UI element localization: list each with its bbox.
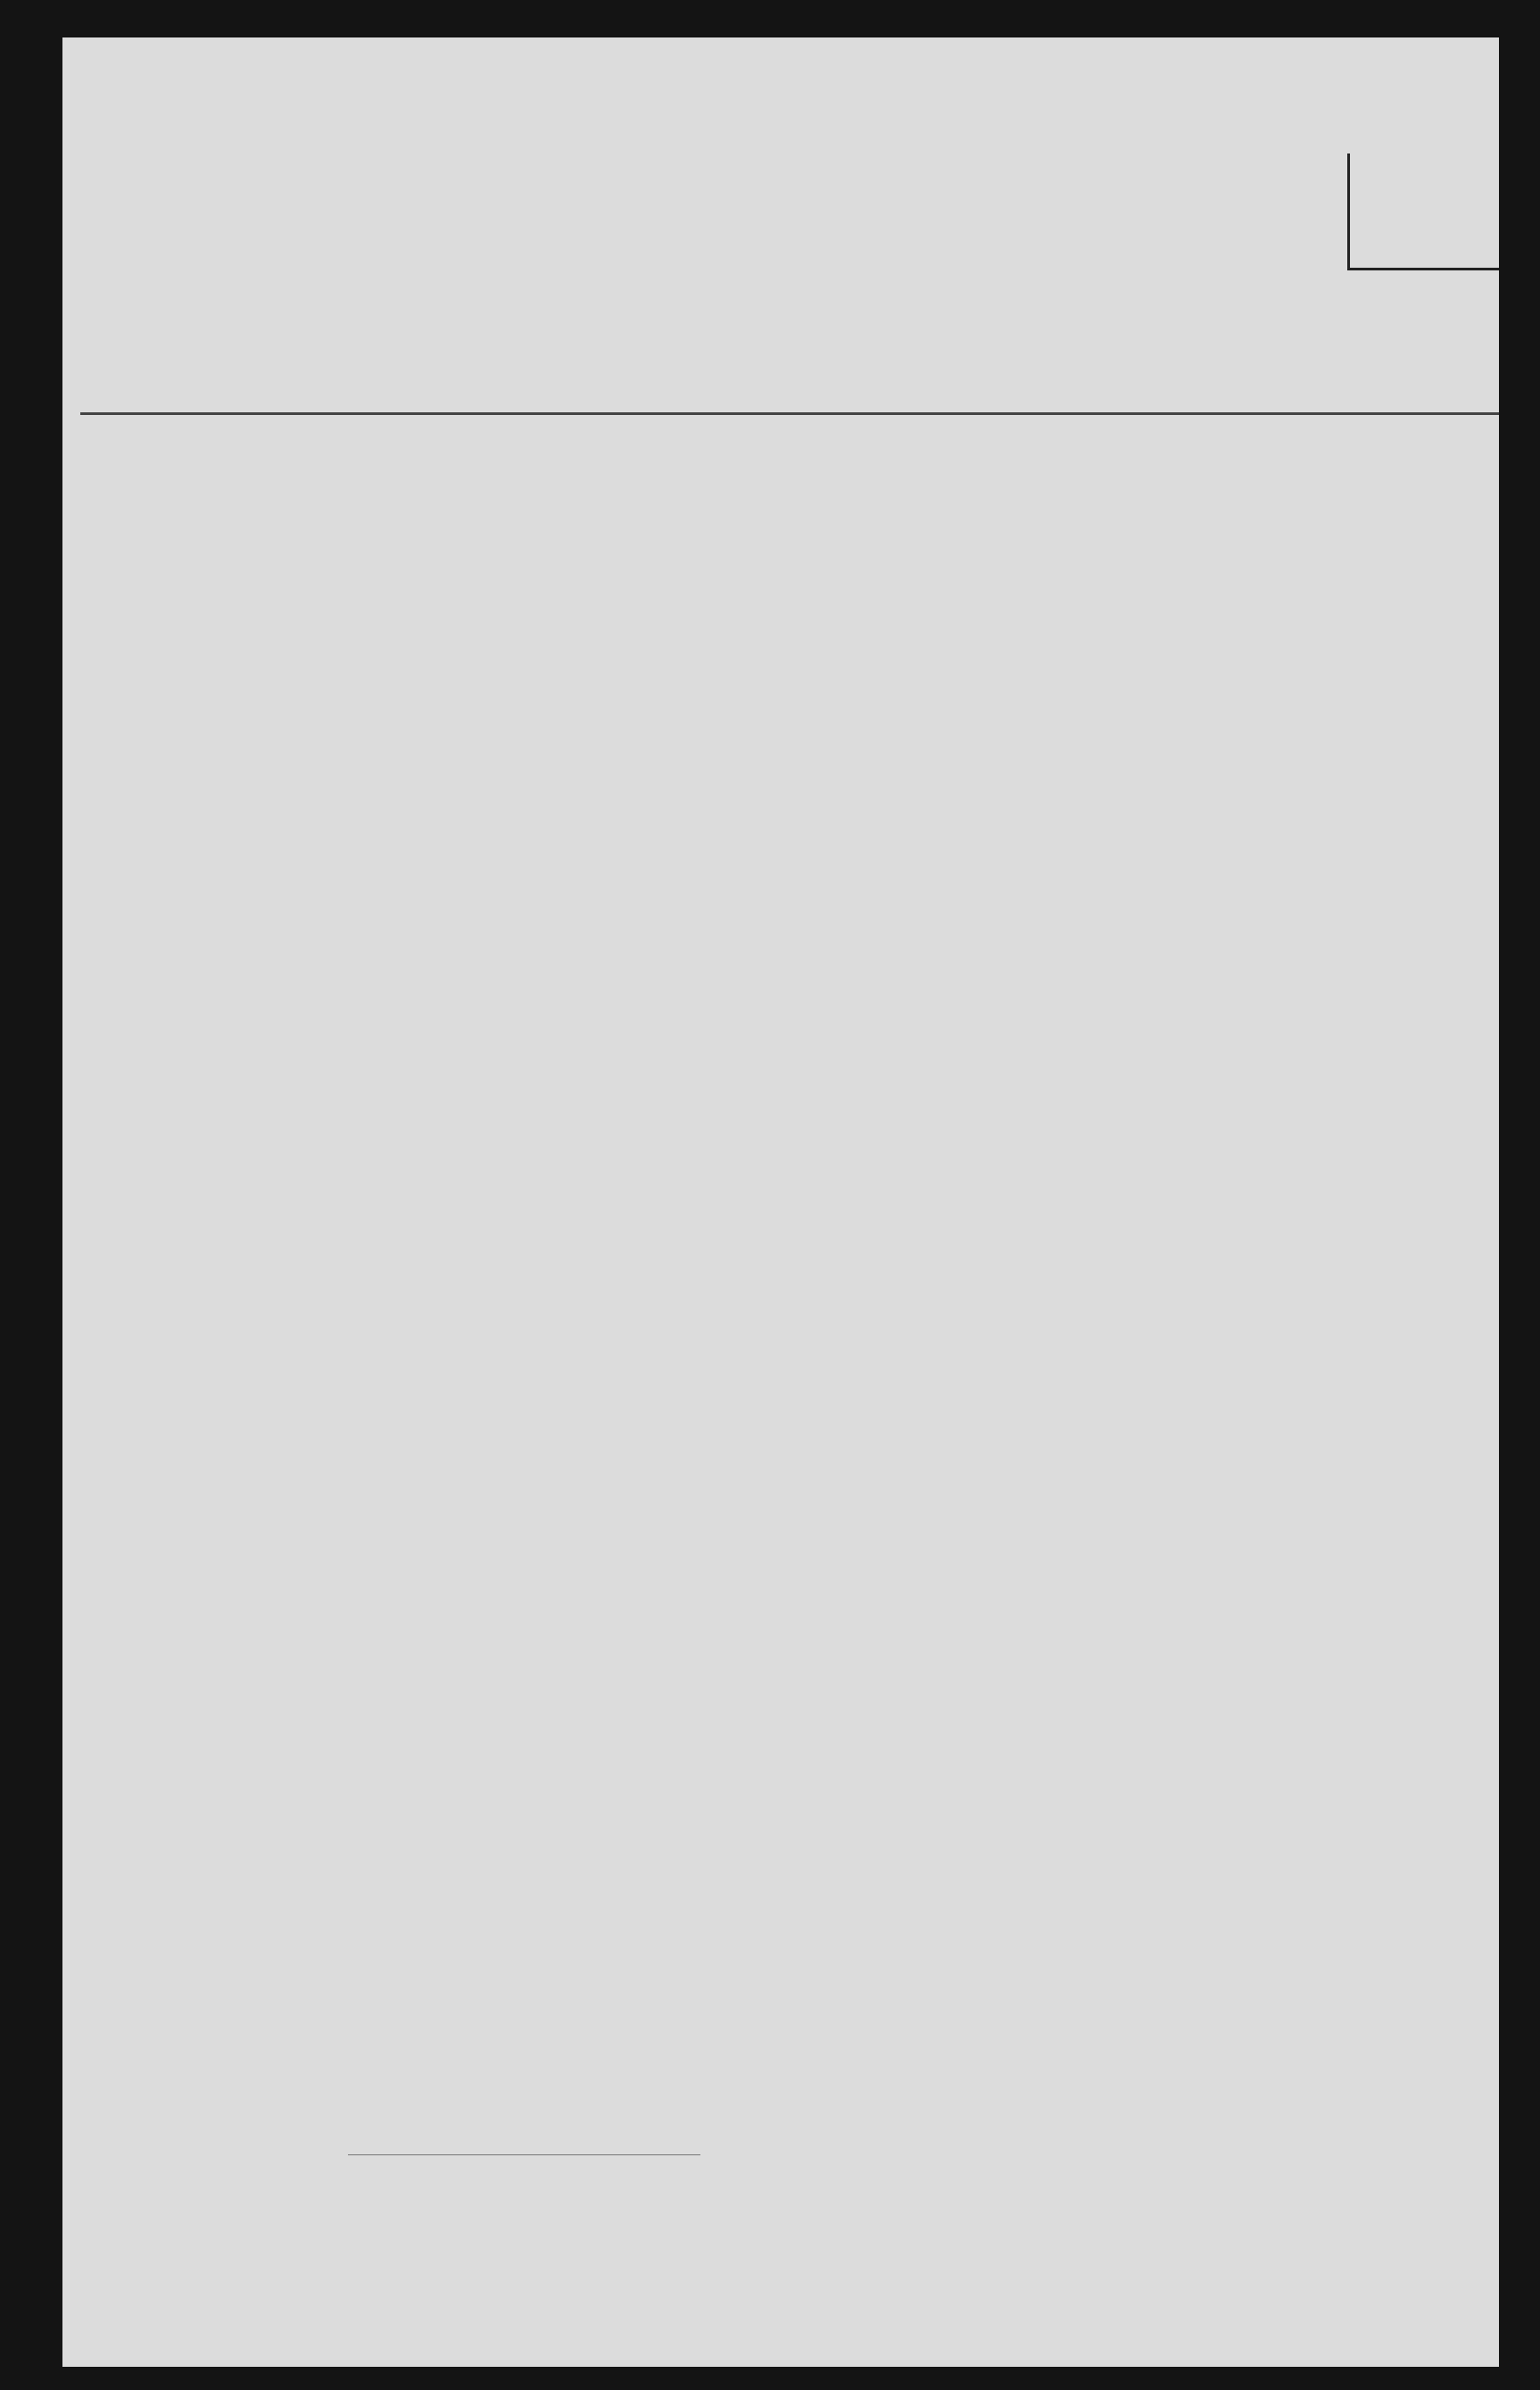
page-box-left [1347, 154, 1350, 270]
page-box-bottom [1347, 268, 1499, 270]
manifest-sheet [62, 37, 1499, 2367]
table-top-rule [80, 412, 1499, 415]
prepared-rule [348, 2154, 700, 2155]
